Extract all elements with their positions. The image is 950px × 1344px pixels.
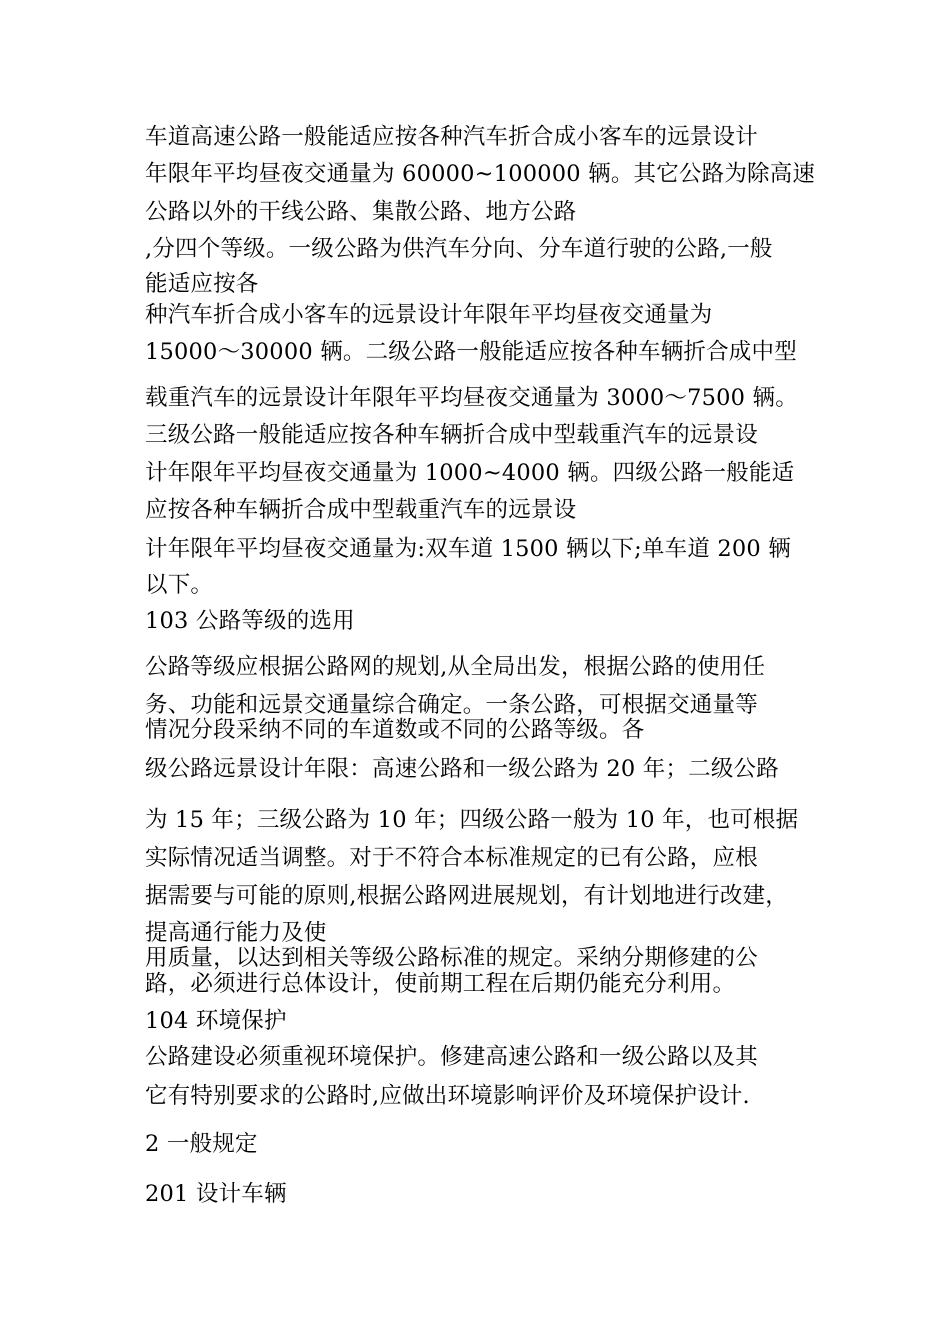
text-line: 据需要与可能的原则,根据公路网进展规划，有计划地进行改建， xyxy=(145,883,788,909)
section-heading: 201 设计车辆 xyxy=(145,1181,287,1207)
text-line: 实际情况适当调整。对于不符合本标准规定的已有公路，应根 xyxy=(145,845,758,871)
section-heading: 104 环境保护 xyxy=(145,1008,287,1034)
text-line: 15000～30000 辆。二级公路一般能适应按各种车辆折合成中型 xyxy=(145,339,797,365)
text-line: 以下。 xyxy=(145,572,214,598)
text-line: 年限年平均昼夜交通量为 60000~100000 辆。其它公路为除高速 xyxy=(145,161,816,187)
text-line: 三级公路一般能适应按各种车辆折合成中型载重汽车的远景设 xyxy=(145,422,758,448)
section-heading: 2 一般规定 xyxy=(145,1131,258,1157)
text-line: 能适应按各 xyxy=(145,271,259,297)
text-line: 计年限年平均昼夜交通量为:双车道 1500 辆以下;单车道 200 辆 xyxy=(145,536,791,562)
text-line: ,分四个等级。一级公路为供汽车分向、分车道行驶的公路,一般 xyxy=(145,236,773,262)
text-line: 种汽车折合成小客车的远景设计年限年平均昼夜交通量为 xyxy=(145,302,713,328)
text-line: 它有特别要求的公路时,应做出环境影响评价及环境保护设计. xyxy=(145,1083,750,1109)
text-line: 计年限年平均昼夜交通量为 1000~4000 辆。四级公路一般能适 xyxy=(145,460,795,486)
text-line: 车道高速公路一般能适应按各种汽车折合成小客车的远景设计 xyxy=(145,124,758,150)
text-line: 务、功能和远景交通量综合确定。一条公路，可根据交通量等 xyxy=(145,692,758,718)
text-line: 公路等级应根据公路网的规划,从全局出发，根据公路的使用任 xyxy=(145,654,766,680)
text-line: 应按各种车辆折合成中型载重汽车的远景设 xyxy=(145,497,577,523)
text-line: 为 15 年；三级公路为 10 年；四级公路一般为 10 年，也可根据 xyxy=(145,807,799,833)
text-line: 路，必须进行总体设计，使前期工程在后期仍能充分利用。 xyxy=(145,971,736,997)
text-line: 公路以外的干线公路、集散公路、地方公路 xyxy=(145,199,577,225)
text-line: 提高通行能力及使 xyxy=(145,920,327,946)
section-heading: 103 公路等级的选用 xyxy=(145,608,355,634)
text-line: 载重汽车的远景设计年限年平均昼夜交通量为 3000～7500 辆。 xyxy=(145,385,798,411)
text-line: 级公路远景设计年限：高速公路和一级公路为 20 年；二级公路 xyxy=(145,756,779,782)
text-line: 公路建设必须重视环境保护。修建高速公路和一级公路以及其 xyxy=(145,1044,758,1070)
text-line: 情况分段采纳不同的车道数或不同的公路等级。各 xyxy=(145,717,645,743)
text-line: 用质量，以达到相关等级公路标准的规定。采纳分期修建的公 xyxy=(145,945,758,971)
